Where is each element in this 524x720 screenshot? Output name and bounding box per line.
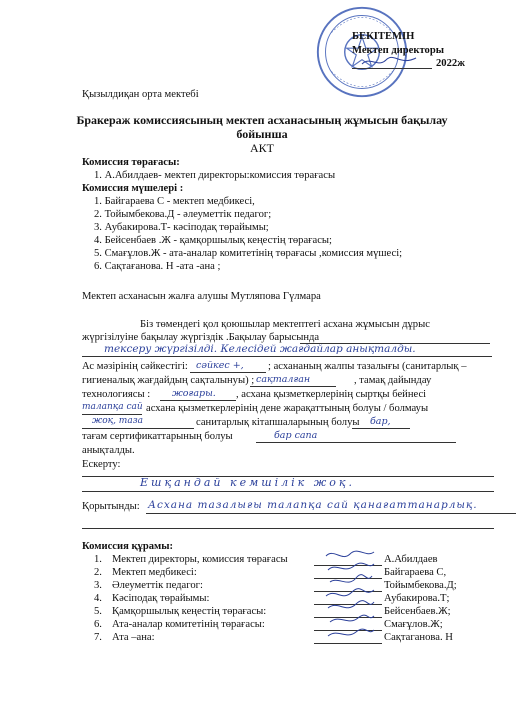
- cooking-label: , тамақ дайындау: [354, 375, 432, 386]
- fill-line: [190, 372, 266, 373]
- document-title-line2: бойынша: [236, 127, 288, 141]
- fill-line: [250, 386, 336, 387]
- row-number: 5.: [94, 606, 102, 617]
- row-number: 4.: [94, 593, 102, 604]
- row-number: 1.: [94, 554, 102, 565]
- row-role: Ата-аналар комитетінің төрағасы:: [112, 619, 265, 630]
- body-paragraph-2: жүргізілуіне бақылау жүргіздік .Бақылау барысында: [82, 332, 320, 343]
- row-name: Тойымбекова.Д;: [384, 580, 457, 591]
- signatures-icon: [320, 546, 380, 646]
- handwritten-cleanliness: сақталған: [256, 374, 311, 385]
- row-number: 3.: [94, 580, 102, 591]
- fill-line: [82, 528, 494, 529]
- document-title: Бракераж комиссиясының мектеп асханасының жұмысын бақылау: [76, 113, 448, 127]
- member-item: 5. Смағұлов.Ж - ата-аналар комитетінің төрағасы ,комиссия мүшесі;: [94, 248, 403, 259]
- cleanliness-label: ; асхананың жалпы тазалығы (санитарлық –: [268, 361, 467, 372]
- handwritten-appearance: талапқа сай: [82, 402, 143, 412]
- school-name: Қызылдиқан орта мектебі: [82, 89, 199, 100]
- member-item: 1. Байгараева С - мектеп медбикесі,: [94, 196, 255, 207]
- injury-label: асхана қызметкерлерінің дене жарақаттының болуы / болмауы: [146, 403, 429, 414]
- row-name: Сақтаганова. Н: [384, 632, 453, 643]
- row-name: Аубакирова.Т;: [384, 593, 450, 604]
- director-signature-icon: [360, 54, 420, 70]
- handwritten-note: Ешқандай кемшілік жоқ.: [140, 476, 356, 489]
- fill-line: [352, 428, 410, 429]
- row-role: Әлеуметтік педагог:: [112, 580, 203, 591]
- handwritten-books: бар,: [370, 416, 391, 427]
- row-role: Мектеп директоры, комиссия төрағасы: [112, 554, 288, 565]
- hygiene-label: гигиеналық жағдайдың сақталынуы) ;: [82, 375, 255, 386]
- chair-item: 1. А.Абилдаев- мектеп директоры:комиссия төрағасы: [94, 170, 336, 181]
- approval-position: Мектеп директоры: [352, 45, 445, 56]
- menu-label: Ас мәзірінің сәйкестігі:: [82, 361, 188, 372]
- row-number: 2.: [94, 567, 102, 578]
- fill-line: [256, 442, 456, 443]
- chair-heading: Комиссия төрағасы:: [82, 157, 180, 168]
- document-type: АКТ: [250, 141, 274, 155]
- handwritten-menu: сәйкес +,: [196, 360, 244, 371]
- handwritten-certificates: бар сапа: [274, 430, 318, 441]
- fill-line: [82, 491, 494, 492]
- row-name: Байгараева С,: [384, 567, 447, 578]
- certificates-label: тағам сертификаттарының болуы: [82, 431, 233, 442]
- row-name: Бейсенбаев.Ж;: [384, 606, 451, 617]
- appearance-label: , асхана қызметкерлерінің сыртқы бейнесі: [236, 389, 427, 400]
- row-number: 6.: [94, 619, 102, 630]
- approval-date: 2022ж: [436, 58, 465, 69]
- handwritten-injury: жоқ, таза: [92, 416, 143, 426]
- row-role: Кәсіподақ төрайымы:: [112, 593, 210, 604]
- note-label: Ескерту:: [82, 459, 121, 470]
- row-role: Мектеп медбикесі:: [112, 567, 197, 578]
- member-item: 3. Аубакирова.Т- кәсіподақ төрайымы;: [94, 222, 269, 233]
- fill-line: [146, 513, 516, 514]
- tenant-line: Мектеп асханасын жалға алушы Мутляпова Гүлмара: [82, 291, 321, 302]
- conclusion-label: Қорытынды:: [82, 501, 140, 512]
- sanitary-books-label: санитарлық кітапшаларының болуы: [196, 417, 360, 428]
- approval-label: БЕКІТЕМІН: [352, 31, 415, 42]
- row-number: 7.: [94, 632, 102, 643]
- row-name: А.Абилдаев: [384, 554, 438, 565]
- composition-heading: Комиссия құрамы:: [82, 541, 174, 552]
- body-paragraph-1: Біз төмендегі қол қоюшылар мектептегі асхана жұмысын дұрыс: [140, 319, 430, 330]
- row-role: Қамқоршылық кеңестің төрағасы:: [112, 606, 267, 617]
- row-role: Ата –ана:: [112, 632, 155, 643]
- row-name: Смағұлов.Ж;: [384, 619, 443, 630]
- member-item: 2. Тойымбекова.Д - әлеуметтік педагог;: [94, 209, 272, 220]
- handwritten-findings: тексеру жүргізілді. Келесідей жағдайлар анықталды.: [104, 343, 416, 355]
- identified-label: анықталды.: [82, 445, 135, 456]
- technology-label: технологиясы :: [82, 389, 151, 400]
- handwritten-conclusion: Асхана тазалығы талапқа сай қанағаттанарлық.: [148, 499, 478, 511]
- handwritten-technology: жоғары.: [172, 388, 216, 399]
- fill-line: [82, 428, 194, 429]
- member-item: 4. Бейсенбаев .Ж - қамқоршылық кеңестің төрағасы;: [94, 235, 332, 246]
- fill-line: [160, 400, 236, 401]
- members-heading: Комиссия мүшелері :: [82, 183, 184, 194]
- member-item: 6. Сақтағанова. Н -ата -ана ;: [94, 261, 221, 272]
- fill-line: [82, 356, 492, 357]
